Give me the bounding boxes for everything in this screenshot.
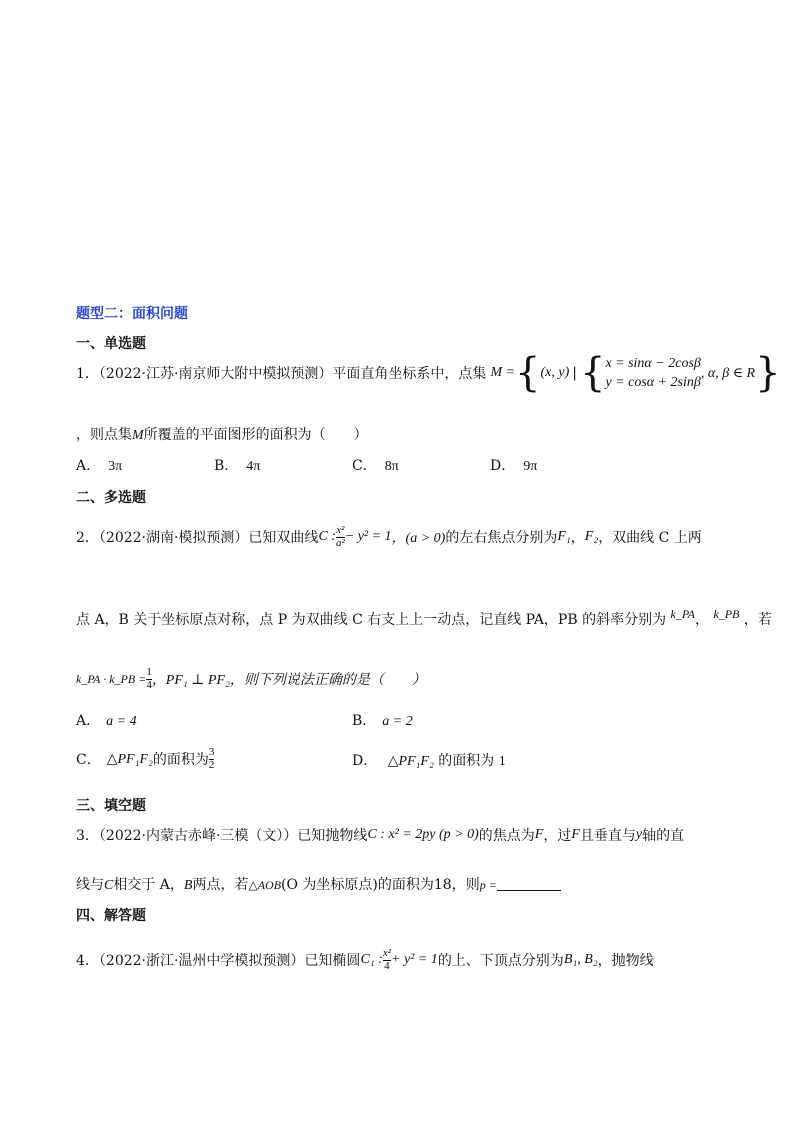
question-2-line-2: 点 A，B 关于坐标原点对称，点 P 为双曲线 C 右支上上一动点，记直线 PA，PB 的斜率分别为 k_PA， k_PB ，若 <box>76 607 772 628</box>
q2-option-c: C． △PF₁F₂ 的面积为 $\frac{3}{2}$ <box>76 745 215 771</box>
q1-condition: , α, β ∈ R <box>700 365 756 381</box>
q2-option-a: A． a = 4 <box>76 713 137 729</box>
question-2-line-3: k_PA · k_PB = $\frac{1}{4}$ ，PF₁ ⊥ PF₂，则下列说法正确的是（ ） <box>76 665 426 691</box>
question-1-stem-continued: ，则点集M所覆盖的平面图形的面积为（ ） <box>76 427 368 443</box>
question-4-stem: 4．（2022·浙江·温州中学模拟预测）已知椭圆 C₁ : $\frac{\text{x²}}{4}$ + y² = 1 的上、下顶点分别为 B₁, B₂ ，抛物线 <box>76 946 654 972</box>
q1-set-element: (x, y) <box>540 365 570 380</box>
question-1-stem <box>76 350 781 396</box>
q1-option-d: D． 9π <box>490 458 538 474</box>
q1-equation-1: x = sinα − 2cosβ <box>605 356 701 371</box>
q2-option-b: B． a = 2 <box>352 713 413 729</box>
q2-option-d: D． △PF₁F₂ 的面积为 1 <box>352 753 506 769</box>
q1-option-a: A． 3π <box>76 458 123 474</box>
q1-stem-text: 1．（2022·江苏·南京师大附中模拟预测）平面直角坐标系中，点集 <box>76 366 487 382</box>
q2-fraction: $\frac{\text{x²}}{\text{a²}}$ <box>335 523 345 549</box>
q1-option-b: B． 4π <box>214 458 261 474</box>
section-title: 题型二：面积问题 <box>76 306 188 322</box>
part-3-title: 三、填空题 <box>76 798 146 814</box>
q1-option-c: C． 8π <box>352 458 399 474</box>
part-4-title: 四、解答题 <box>76 908 146 924</box>
q1-set-formula: M = { (x, y) | { x = sinα − 2cosβ y = cosα + 2sinβ , α, β ∈ R } <box>490 350 781 396</box>
part-2-title: 二、多选题 <box>76 490 146 506</box>
q1-equation-2: y = cosα + 2sinβ <box>605 375 701 390</box>
part-1-title: 一、单选题 <box>76 336 146 352</box>
question-3-line-2: 线与C相交于 A，B两点，若△AOB(O 为坐标原点)的面积为18，则p = <box>76 874 561 894</box>
answer-blank[interactable] <box>497 878 561 891</box>
q1-set-prefix: M = <box>490 365 516 380</box>
question-2-stem: 2．（2022·湖南·模拟预测）已知双曲线 C : $\frac{\text{x²}}{\text{a²}}$ − y² = 1 ，(a > 0) 的左右焦点分别为 F₁ ， F₂ ，双曲线 C 上两 <box>76 523 702 549</box>
question-3-stem: 3．（2022·内蒙古赤峰·三模（文））已知抛物线 C : x² = 2py (p > 0) 的焦点为 F ，过 F 且垂直与 y 轴的直 <box>76 827 685 844</box>
